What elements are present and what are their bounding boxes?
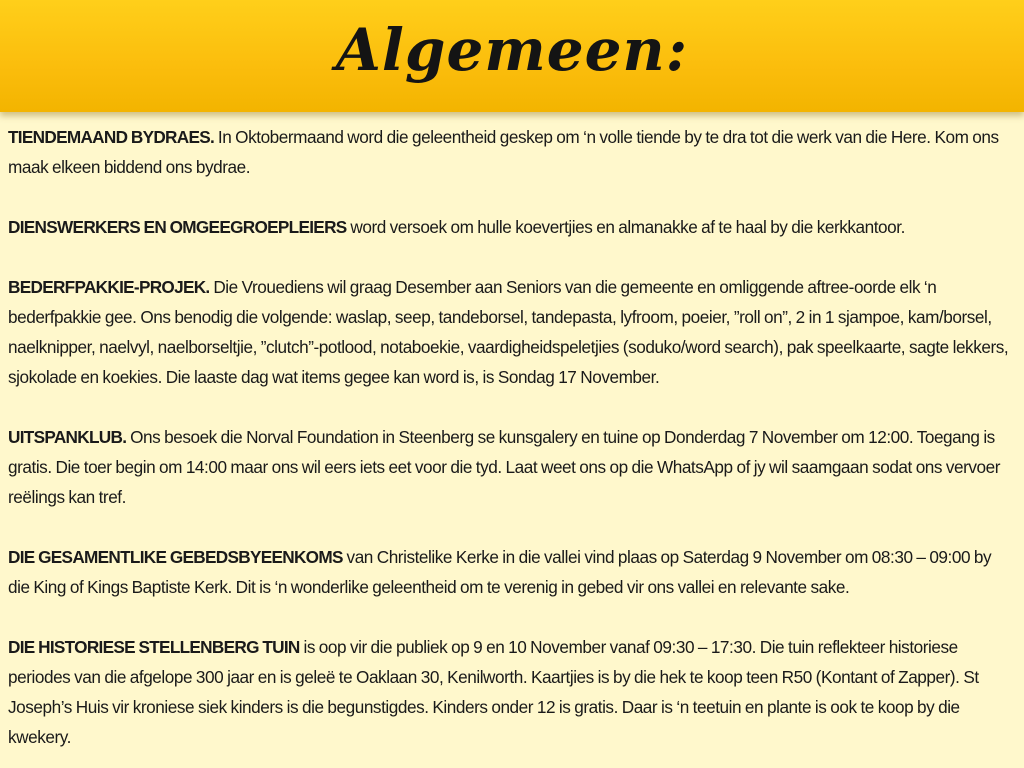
announcement-stellenberg-tuin [8,632,1016,752]
announcement-heading: UITSPANKLUB. [8,427,127,447]
announcement-heading: TIENDEMAAND BYDRAES. [8,127,215,147]
announcement-dienswerkers [8,212,1016,242]
page-title: Algemeen: [335,16,689,84]
announcement-body: word versoek om hulle koevertjies en almanakke af te haal by die kerkkantoor. [346,217,905,237]
announcement-heading: BEDERFPAKKIE-PROJEK. [8,277,210,297]
announcement-heading: DIE HISTORIESE STELLENBERG TUIN [8,637,300,657]
announcement-uitspanklub [8,422,1016,512]
announcement-heading: DIE GESAMENTLIKE GEBEDSBYEENKOMS [8,547,343,567]
announcement-body: Ons besoek die Norval Foundation in Steenberg se kunsgalery en tuine op Donderdag 7 November om 12:00. Toegang is gratis. Die toer begin om 14:00 maar ons wil eers iets eet voor die tyd. Laat weet ons op die WhatsApp of jy wil saamgaan sodat ons vervoer reëlings kan tref. [8,427,1001,507]
announcement-gebedsbyeenkoms [8,542,1016,602]
announcement-body: is oop vir die publiek op 9 en 10 November vanaf 09:30 – 17:30. Die tuin reflekteer historiese periodes van die afgelope 300 jaar en is geleë te Oaklaan 30, Kenilworth. Kaartjies is by die hek te koop teen R50 (Kontant of Zapper). St Joseph’s Huis vir kroniese siek kinders is die begunstigdes. Kinders onder 12 is gratis. Daar is ‘n teetuin en plante is ook te koop by die kwekery. [8,637,979,747]
announcements [8,122,1016,752]
announcement-tiendemaand [8,122,1016,182]
announcement-bederfpakkie [8,272,1016,392]
title-banner [0,0,1024,112]
announcement-body: Die Vrouediens wil graag Desember aan Seniors van die gemeente en omliggende aftree-oorde elk ‘n bederfpakkie gee. Ons benodig die volgende: waslap, seep, tandeborsel, tandepasta, lyfroom, poeier, ”roll on”, 2 in 1 sjampoe, kam/borsel, naelknipper, naelvyl, naelborseltjie, ”clutch”-potlood, notaboekie, vaardigheidspeletjies (soduko/word search), pak speelkaarte, sagte lekkers, sjokolade en koekies. Die laaste dag wat items gegee kan word is, is Sondag 17 November. [8,277,1009,387]
announcement-heading: DIENSWERKERS EN OMGEEGROEPLEIERS [8,217,347,237]
announcement-body: van Christelike Kerke in die vallei vind plaas op Saterdag 9 November om 08:30 – 09:00 by die King of Kings Baptiste Kerk. Dit is ‘n wonderlike geleentheid om te verenig in gebed vir ons vallei en relevante sake. [8,547,992,597]
announcement-body: In Oktobermaand word die geleentheid geskep om ‘n volle tiende by te dra tot die werk van die Here. Kom ons maak elkeen biddend ons bydrae. [8,127,999,177]
